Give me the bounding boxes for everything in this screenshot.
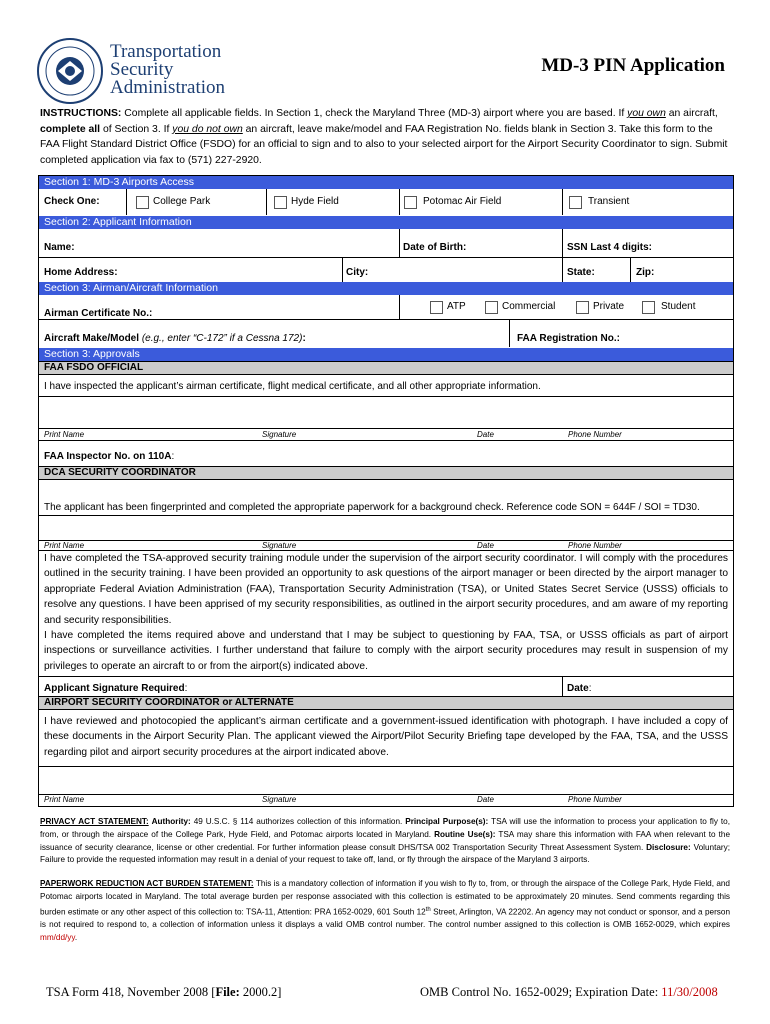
aircraft-make-model-label bbox=[44, 333, 306, 344]
home-address-label: Home Address: bbox=[44, 267, 118, 278]
privacy-routine-label: Routine Use(s): bbox=[434, 829, 496, 839]
paperwork-reduction-statement bbox=[40, 878, 730, 945]
applicant-certification-para-1: I have completed the TSA-approved security training module under the supervision of the airport security coordinator. I will comply with the procedures outlined in the security training. I have been provided an opportunity to ask questions of the airport manager or been directed by the airport manager to appropriate Federal Aviation Administration (FAA), Transportation Security Administration (TSA), or United States Secret Service (USSS) officials to resolve any questions. I have been apprised of my security responsibilities, as outlined in the airport security procedures, and am aware of my reporting and security responsibilities. bbox=[44, 553, 728, 626]
instructions-text-2: an aircraft, bbox=[668, 108, 718, 119]
fsdo-signature-label: Signature bbox=[262, 430, 297, 439]
fsdo-print-name-label: Print Name bbox=[44, 430, 85, 439]
omb-control-footer bbox=[420, 985, 718, 1000]
make-model-hint: (e.g., enter “C-172” if a Cessna 172) bbox=[141, 333, 303, 344]
paperwork-sup: th bbox=[425, 906, 431, 913]
instructions-label: INSTRUCTIONS: bbox=[40, 108, 122, 119]
dob-label: Date of Birth: bbox=[403, 242, 467, 253]
fsdo-date-label: Date bbox=[477, 430, 494, 439]
dhs-seal-logo bbox=[36, 37, 104, 105]
section1-title: Section 1: MD-3 Airports Access bbox=[39, 176, 733, 189]
asc-print-name-label: Print Name bbox=[44, 795, 85, 804]
privacy-authority: 49 U.S.C. § 114 authorizes collection of this information. bbox=[193, 817, 403, 826]
dca-phone-label: Phone Number bbox=[568, 541, 622, 550]
checkbox-potomac-air-field[interactable] bbox=[404, 196, 417, 209]
footer-file-label: File: bbox=[215, 985, 240, 999]
form-title: MD-3 PIN Application bbox=[541, 55, 725, 76]
asc-signature-label: Signature bbox=[262, 795, 297, 804]
fsdo-heading: FAA FSDO OFFICIAL bbox=[39, 361, 733, 374]
option-potomac-air-field: Potomac Air Field bbox=[423, 196, 502, 207]
check-one-label: Check One: bbox=[44, 196, 100, 207]
name-label: Name: bbox=[44, 242, 75, 253]
applicant-signature-text: Applicant Signature Required bbox=[44, 683, 185, 694]
agency-name-line1: Transportation bbox=[110, 41, 222, 62]
option-hyde-field: Hyde Field bbox=[291, 196, 339, 207]
applicant-certification-para-2: I have completed the items required above and understand that I may be subject to questioning by FAA, TSA, or USSS officials as part of airport inspections or surveillance activities. I further understand that failure to comply with the airport security procedures may result in suspension of my privileges to operate an aircraft to or from the airport(s) indicated above. bbox=[44, 630, 728, 672]
footer-form-prefix: TSA Form 418, November 2008 [ bbox=[46, 985, 216, 999]
instructions-complete-all: complete all bbox=[40, 123, 101, 135]
cert-type-atp: ATP bbox=[447, 301, 466, 312]
approvals-title: Section 3: Approvals bbox=[39, 348, 733, 361]
checkbox-hyde-field[interactable] bbox=[274, 196, 287, 209]
footer-file-value: 2000.2] bbox=[239, 985, 282, 999]
applicant-signature-label bbox=[44, 683, 187, 694]
asc-statement: I have reviewed and photocopied the applicant’s airman certificate and a government-issued identification with photograph. I have included a copy of these documents in the Airport Security Plan. The applicant viewed the Airport/Pilot Security Briefing tape developed by the FAA, TSA, and the USSS regarding pilot and airport security procedures at the airport indicated above. bbox=[44, 716, 728, 758]
instructions-text-1: Complete all applicable fields. In Section 1, check the Maryland Three (MD-3) airport where you are based. If bbox=[124, 108, 625, 119]
privacy-routine: TSA may share this information with FAA when relevant to the issuance of security clearance, license or other credential. For further information please consult DHS/TSA 002 Transportation Security Threat Assessment System. bbox=[40, 829, 730, 852]
cert-type-commercial: Commercial bbox=[502, 301, 556, 312]
instructions-not-own: you do not own bbox=[172, 123, 243, 135]
privacy-authority-label: Authority: bbox=[151, 817, 191, 826]
checkbox-college-park[interactable] bbox=[136, 196, 149, 209]
asc-date-label: Date bbox=[477, 795, 494, 804]
city-label: City: bbox=[346, 267, 369, 278]
dca-signature-label: Signature bbox=[262, 541, 297, 550]
paperwork-expires: mm/dd/yy bbox=[40, 932, 75, 942]
dca-heading: DCA SECURITY COORDINATOR bbox=[39, 466, 733, 479]
instructions-you-own: you own bbox=[627, 108, 666, 119]
application-form bbox=[38, 175, 734, 807]
instructions-text-4: an aircraft, leave make/model and FAA Registration No. fields blank in Section 3. Take this form to the FAA Flight Standard District Office (FSDO) for an official to sign and to also to your selected airport for the Airport Security Coordinator to sign. Submit completed application via fax to (571) 227-2920. bbox=[40, 123, 728, 166]
footer-expiration-date: 11/30/2008 bbox=[661, 985, 718, 999]
applicant-date-text: Date bbox=[567, 683, 589, 694]
agency-name-line2: Security bbox=[110, 59, 174, 80]
cert-type-private: Private bbox=[593, 301, 625, 312]
paperwork-text-1: This is a mandatory collection of information if you wish to fly to, from, or through the airspace of the College Park, Hyde Field, and Potomac airports located in Maryland. The total average burden per response associated with this collection is estimated to be approximately 20 minutes. Send comments regarding this burden estimate or any other aspect of this collection to: TSA-11, Attention: PRA 1652-0029, 601 South 12 bbox=[40, 879, 730, 917]
privacy-purpose: TSA will use the information to process your application to fly to, from, or through the airspace of the College Park, Hyde Field, and Potomac airports located in Maryland. bbox=[40, 817, 730, 839]
faa-inspector-colon: : bbox=[171, 451, 175, 462]
privacy-act-statement bbox=[40, 816, 730, 867]
paperwork-text-2: Street, Arlington, VA 22202. An agency may not conduct or sponsor, and a person is not required to respond to, a collection of information unless it displays a valid OMB control number. The control number assigned to this collection is OMB 1652-0029, which expires bbox=[40, 907, 731, 930]
applicant-date-colon: : bbox=[588, 683, 592, 694]
dca-statement: The applicant has been fingerprinted and completed the appropriate paperwork for a background check. Reference code SON = 644F / SOI = TD30. bbox=[44, 502, 700, 513]
asc-heading: AIRPORT SECURITY COORDINATOR or ALTERNATE bbox=[39, 696, 733, 709]
faa-inspector-text: FAA Inspector No. on 110A bbox=[44, 451, 172, 462]
section2-title: Section 2: Applicant Information bbox=[39, 216, 733, 229]
dca-date-label: Date bbox=[477, 541, 494, 550]
checkbox-transient[interactable] bbox=[569, 196, 582, 209]
checkbox-commercial[interactable] bbox=[485, 301, 498, 314]
fsdo-statement: I have inspected the applicant’s airman certificate, flight medical certificate, and all other appropriate information. bbox=[44, 381, 541, 392]
asc-phone-label: Phone Number bbox=[568, 795, 622, 804]
checkbox-private[interactable] bbox=[576, 301, 589, 314]
instructions-text-3: of Section 3. If bbox=[102, 123, 170, 135]
cert-type-student: Student bbox=[661, 301, 696, 312]
option-college-park: College Park bbox=[153, 196, 211, 207]
dca-print-name-label: Print Name bbox=[44, 541, 85, 550]
instructions bbox=[40, 106, 730, 168]
fsdo-phone-label: Phone Number bbox=[568, 430, 622, 439]
form-number-footer bbox=[46, 985, 281, 1000]
option-transient: Transient bbox=[588, 196, 630, 207]
make-model-text: Aircraft Make/Model bbox=[44, 333, 140, 344]
applicant-date-label bbox=[567, 683, 591, 694]
privacy-disclosure: Voluntary; Failure to provide the requested information may result in a denial of your request to take off, land, or fly through the airspace of the Maryland 3 airports. bbox=[40, 842, 730, 865]
paperwork-period: . bbox=[74, 932, 78, 942]
state-label: State: bbox=[567, 267, 595, 278]
applicant-signature-colon: : bbox=[184, 683, 188, 694]
section3-title: Section 3: Airman/Aircraft Information bbox=[39, 282, 733, 295]
checkbox-atp[interactable] bbox=[430, 301, 443, 314]
ssn-label: SSN Last 4 digits: bbox=[567, 242, 653, 253]
privacy-purpose-label: Principal Purpose(s): bbox=[405, 817, 489, 826]
checkbox-student[interactable] bbox=[642, 301, 655, 314]
privacy-disclosure-label: Disclosure: bbox=[646, 842, 691, 852]
faa-inspector-label bbox=[44, 451, 174, 462]
agency-name-line3: Administration bbox=[110, 77, 226, 98]
zip-label: Zip: bbox=[636, 267, 655, 278]
privacy-title: PRIVACY ACT STATEMENT: bbox=[40, 817, 149, 826]
make-model-colon: : bbox=[302, 333, 306, 344]
paperwork-title: PAPERWORK REDUCTION ACT BURDEN STATEMENT: bbox=[40, 879, 254, 888]
airman-cert-label: Airman Certificate No.: bbox=[44, 308, 153, 319]
faa-registration-label: FAA Registration No.: bbox=[517, 333, 620, 344]
footer-omb: OMB Control No. 1652-0029; Expiration Date: bbox=[420, 985, 662, 999]
